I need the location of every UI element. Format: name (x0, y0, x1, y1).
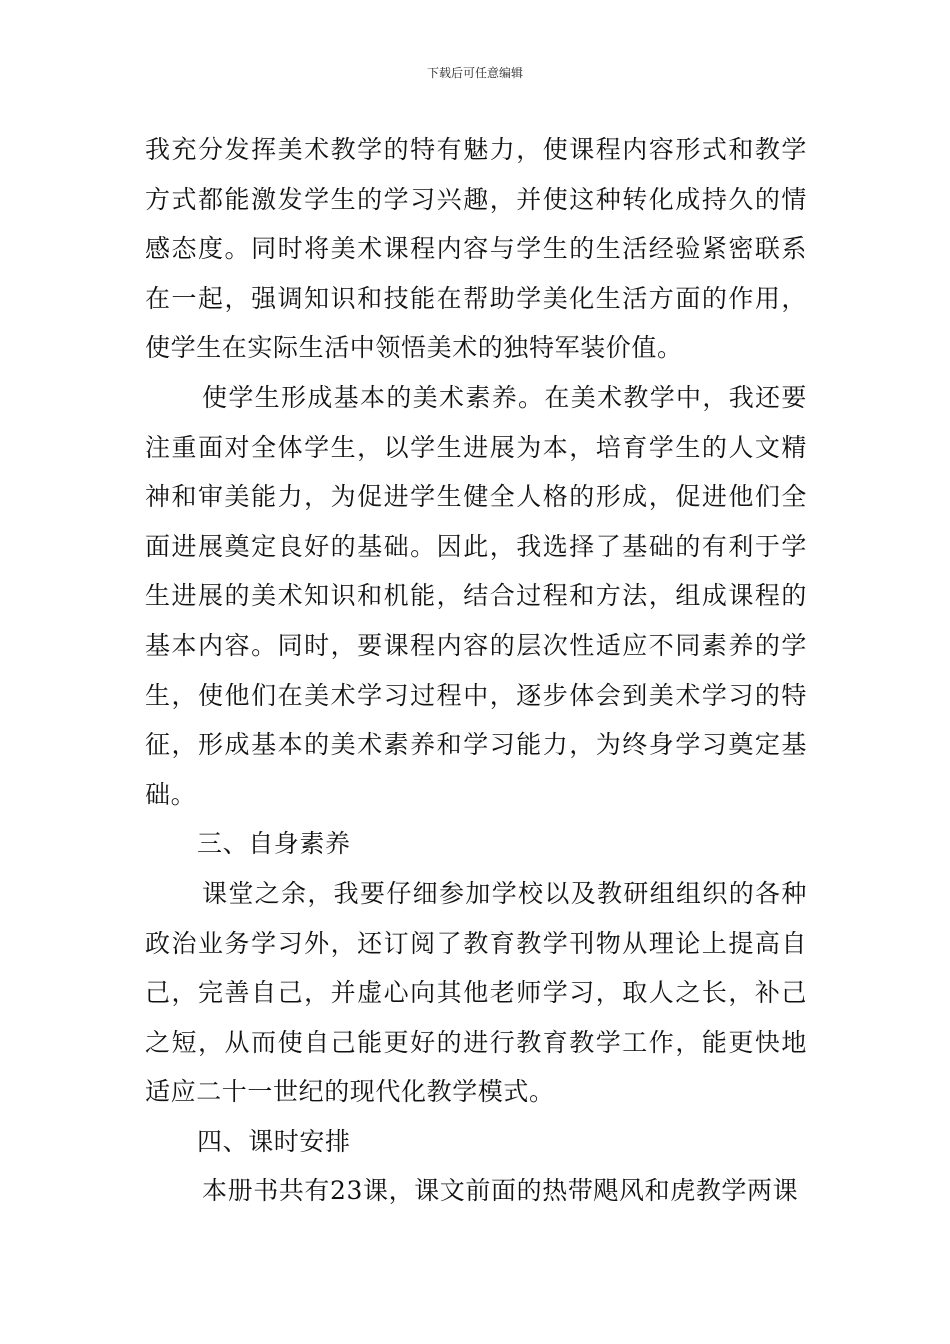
paragraph-continuation: 我充分发挥美术教学的特有魅力，使课程内容形式和教学方式都能激发学生的学习兴趣，并使这种转化成持久的情感态度。同时将美术课程内容与学生的生活经验紧密联系在一起，强调知识和技能在帮助学美化生活方面的作用，使学生在实际生活中领悟美术的独特军装价值。 (145, 135, 807, 363)
section-heading-self-cultivation: 三、自身素养 (197, 829, 351, 859)
section-heading-schedule: 四、课时安排 (197, 1126, 351, 1156)
document-body (145, 125, 807, 1216)
paragraph-schedule: 本册书共有23课，课文前面的热带飓风和虎教学两课 (202, 1176, 799, 1206)
page-header: 下载后可任意编辑 (426, 66, 523, 80)
paragraph-art-literacy: 使学生形成基本的美术素养。在美术教学中，我还要注重面对全体学生，以学生进展为本，培育学生的人文精神和审美能力，为促进学生健全人格的形成，促进他们全面进展奠定良好的基础。因此，我选择了基础的有利于学生进展的美术知识和机能，结合过程和方法，组成课程的基本内容。同时，要课程内容的层次性适应不同素养的学生，使他们在美术学习过程中，逐步体会到美术学习的特征，形成基本的美术素养和学习能力，为终身学习奠定基础。 (145, 382, 807, 809)
paragraph-self-cultivation: 课堂之余，我要仔细参加学校以及教研组组织的各种政治业务学习外，还订阅了教育教学刊物从理论上提高自己，完善自己，并虚心向其他老师学习，取人之长，补己之短，从而使自己能更好的进行教育教学工作，能更快地适应二十一世纪的现代化教学模式。 (145, 878, 807, 1107)
